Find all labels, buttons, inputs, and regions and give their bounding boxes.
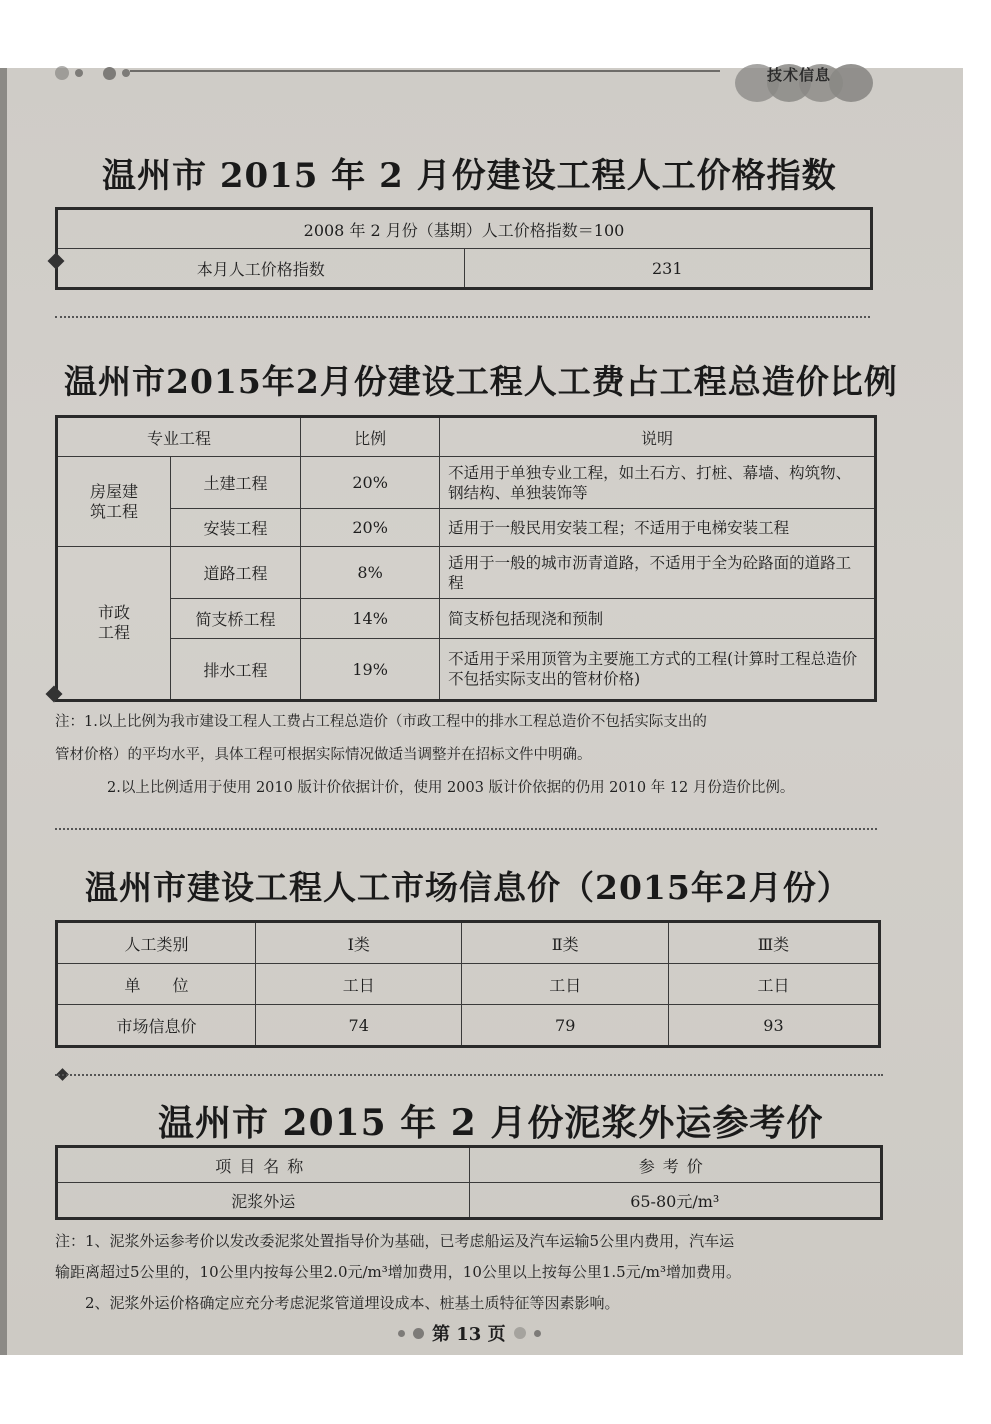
section-badge: [735, 64, 875, 102]
column-header: 项目名称: [57, 1147, 470, 1183]
section-badge-label: 技术信息: [767, 66, 832, 84]
row-label: 人工类别: [57, 922, 256, 964]
dot-icon: [103, 67, 116, 80]
note-cell: 适用于一般的城市沥青道路，不适用于全为砼路面的道路工程: [440, 547, 876, 599]
table-row: [57, 922, 880, 964]
table-row: [57, 509, 876, 547]
note-line: 2.以上比例适用于使用 2010 版计价依据计价，使用 2003 版计价依据的仍用 2010 年 12 月份造价比例。: [107, 780, 795, 796]
note-cell: 不适用于单独专业工程，如土石方、打桩、幕墙、构筑物、钢结构、单独装饰等: [440, 457, 876, 509]
note-line: 注：1、泥浆外运参考价以发改委泥浆处置指导价为基础，已考虑船运及汽车运输5公里内费用，汽车运: [55, 1232, 735, 1250]
column-header: 参考价: [469, 1147, 882, 1183]
dot-icon: [514, 1327, 526, 1339]
category-header: Ⅲ类: [668, 922, 879, 964]
category-header: Ⅱ类: [462, 922, 668, 964]
labor-price-index-title: 温州市 2015 年 2 月份建设工程人工价格指数: [102, 156, 837, 196]
category-cell: 房屋建筑工程: [57, 457, 171, 547]
row-label: 单 位: [57, 964, 256, 1005]
project-cell: 道路工程: [171, 547, 301, 599]
unit-cell: 工日: [668, 964, 879, 1005]
slurry-transport-notes: [55, 1226, 741, 1319]
section-divider: [55, 316, 870, 318]
category-cell: 市政工程: [57, 547, 171, 701]
page-binding-edge: [0, 68, 7, 1355]
base-period-row: 2008 年 2 月份（基期）人工价格指数＝100: [57, 209, 872, 249]
table-row: [57, 1005, 880, 1047]
price-cell: 65-80元/m³: [469, 1183, 882, 1219]
current-index-value: 231: [464, 249, 872, 289]
note-line: 管材价格）的平均水平，具体工程可根据实际情况做适当调整并在招标文件中明确。: [55, 747, 592, 763]
category-header: Ⅰ类: [256, 922, 462, 964]
note-cell: 适用于一般民用安装工程；不适用于电梯安装工程: [440, 509, 876, 547]
header-rule: [130, 70, 720, 72]
project-cell: 简支桥工程: [171, 599, 301, 639]
header-decoration: [55, 66, 130, 80]
column-header: 说明: [440, 417, 876, 457]
ratio-cell: 20%: [301, 457, 440, 509]
table-row: [57, 599, 876, 639]
dot-icon: [55, 66, 69, 80]
unit-cell: 工日: [462, 964, 668, 1005]
note-line: 注：1.以上比例为我市建设工程人工费占工程总造价（市政工程中的排水工程总造价不包括实际支出的: [55, 714, 707, 730]
unit-cell: 工日: [256, 964, 462, 1005]
table-row: [57, 457, 876, 509]
dot-icon: [75, 69, 83, 77]
column-header: 比例: [301, 417, 440, 457]
column-header: 专业工程: [57, 417, 301, 457]
dot-icon: [413, 1328, 424, 1339]
ratio-cell: 14%: [301, 599, 440, 639]
project-cell: 土建工程: [171, 457, 301, 509]
labor-cost-ratio-title: 温州市2015年2月份建设工程人工费占工程总造价比例: [64, 362, 898, 401]
table-row: [57, 1147, 882, 1183]
note-cell: 简支桥包括现浇和预制: [440, 599, 876, 639]
dot-icon: [122, 69, 130, 77]
table-row: [57, 964, 880, 1005]
note-line: 2、泥浆外运价格确定应充分考虑泥浆管道埋设成本、桩基土质特征等因素影响。: [85, 1294, 620, 1312]
price-cell: 93: [668, 1005, 879, 1047]
labor-cost-ratio-notes: [55, 706, 794, 805]
labor-cost-ratio-table: [55, 415, 877, 702]
row-label: 市场信息价: [57, 1005, 256, 1047]
section-divider: [55, 1074, 883, 1076]
labor-price-index-table: [55, 207, 873, 290]
ratio-cell: 20%: [301, 509, 440, 547]
section-divider: [55, 828, 877, 830]
project-cell: 排水工程: [171, 639, 301, 701]
price-cell: 79: [462, 1005, 668, 1047]
ratio-cell: 8%: [301, 547, 440, 599]
dot-icon: [398, 1330, 405, 1337]
item-cell: 泥浆外运: [57, 1183, 470, 1219]
dot-icon: [534, 1330, 541, 1337]
page-number: [398, 1320, 541, 1346]
slurry-transport-table: [55, 1145, 883, 1220]
ratio-cell: 19%: [301, 639, 440, 701]
current-index-label: 本月人工价格指数: [57, 249, 465, 289]
table-row: [57, 639, 876, 701]
note-cell: 不适用于采用顶管为主要施工方式的工程(计算时工程总造价不包括实际支出的管材价格): [440, 639, 876, 701]
slurry-transport-title: 温州市 2015 年 2 月份泥浆外运参考价: [158, 1102, 824, 1144]
page-number-label: 第 13 页: [432, 1324, 506, 1345]
table-row: [57, 547, 876, 599]
project-cell: 安装工程: [171, 509, 301, 547]
note-line: 输距离超过5公里的，10公里内按每公里2.0元/m³增加费用，10公里以上按每公里1.5元/m³增加费用。: [55, 1263, 742, 1281]
labor-market-price-title: 温州市建设工程人工市场信息价（2015年2月份）: [85, 868, 851, 907]
labor-market-price-table: [55, 920, 881, 1048]
price-cell: 74: [256, 1005, 462, 1047]
table-row: [57, 1183, 882, 1219]
